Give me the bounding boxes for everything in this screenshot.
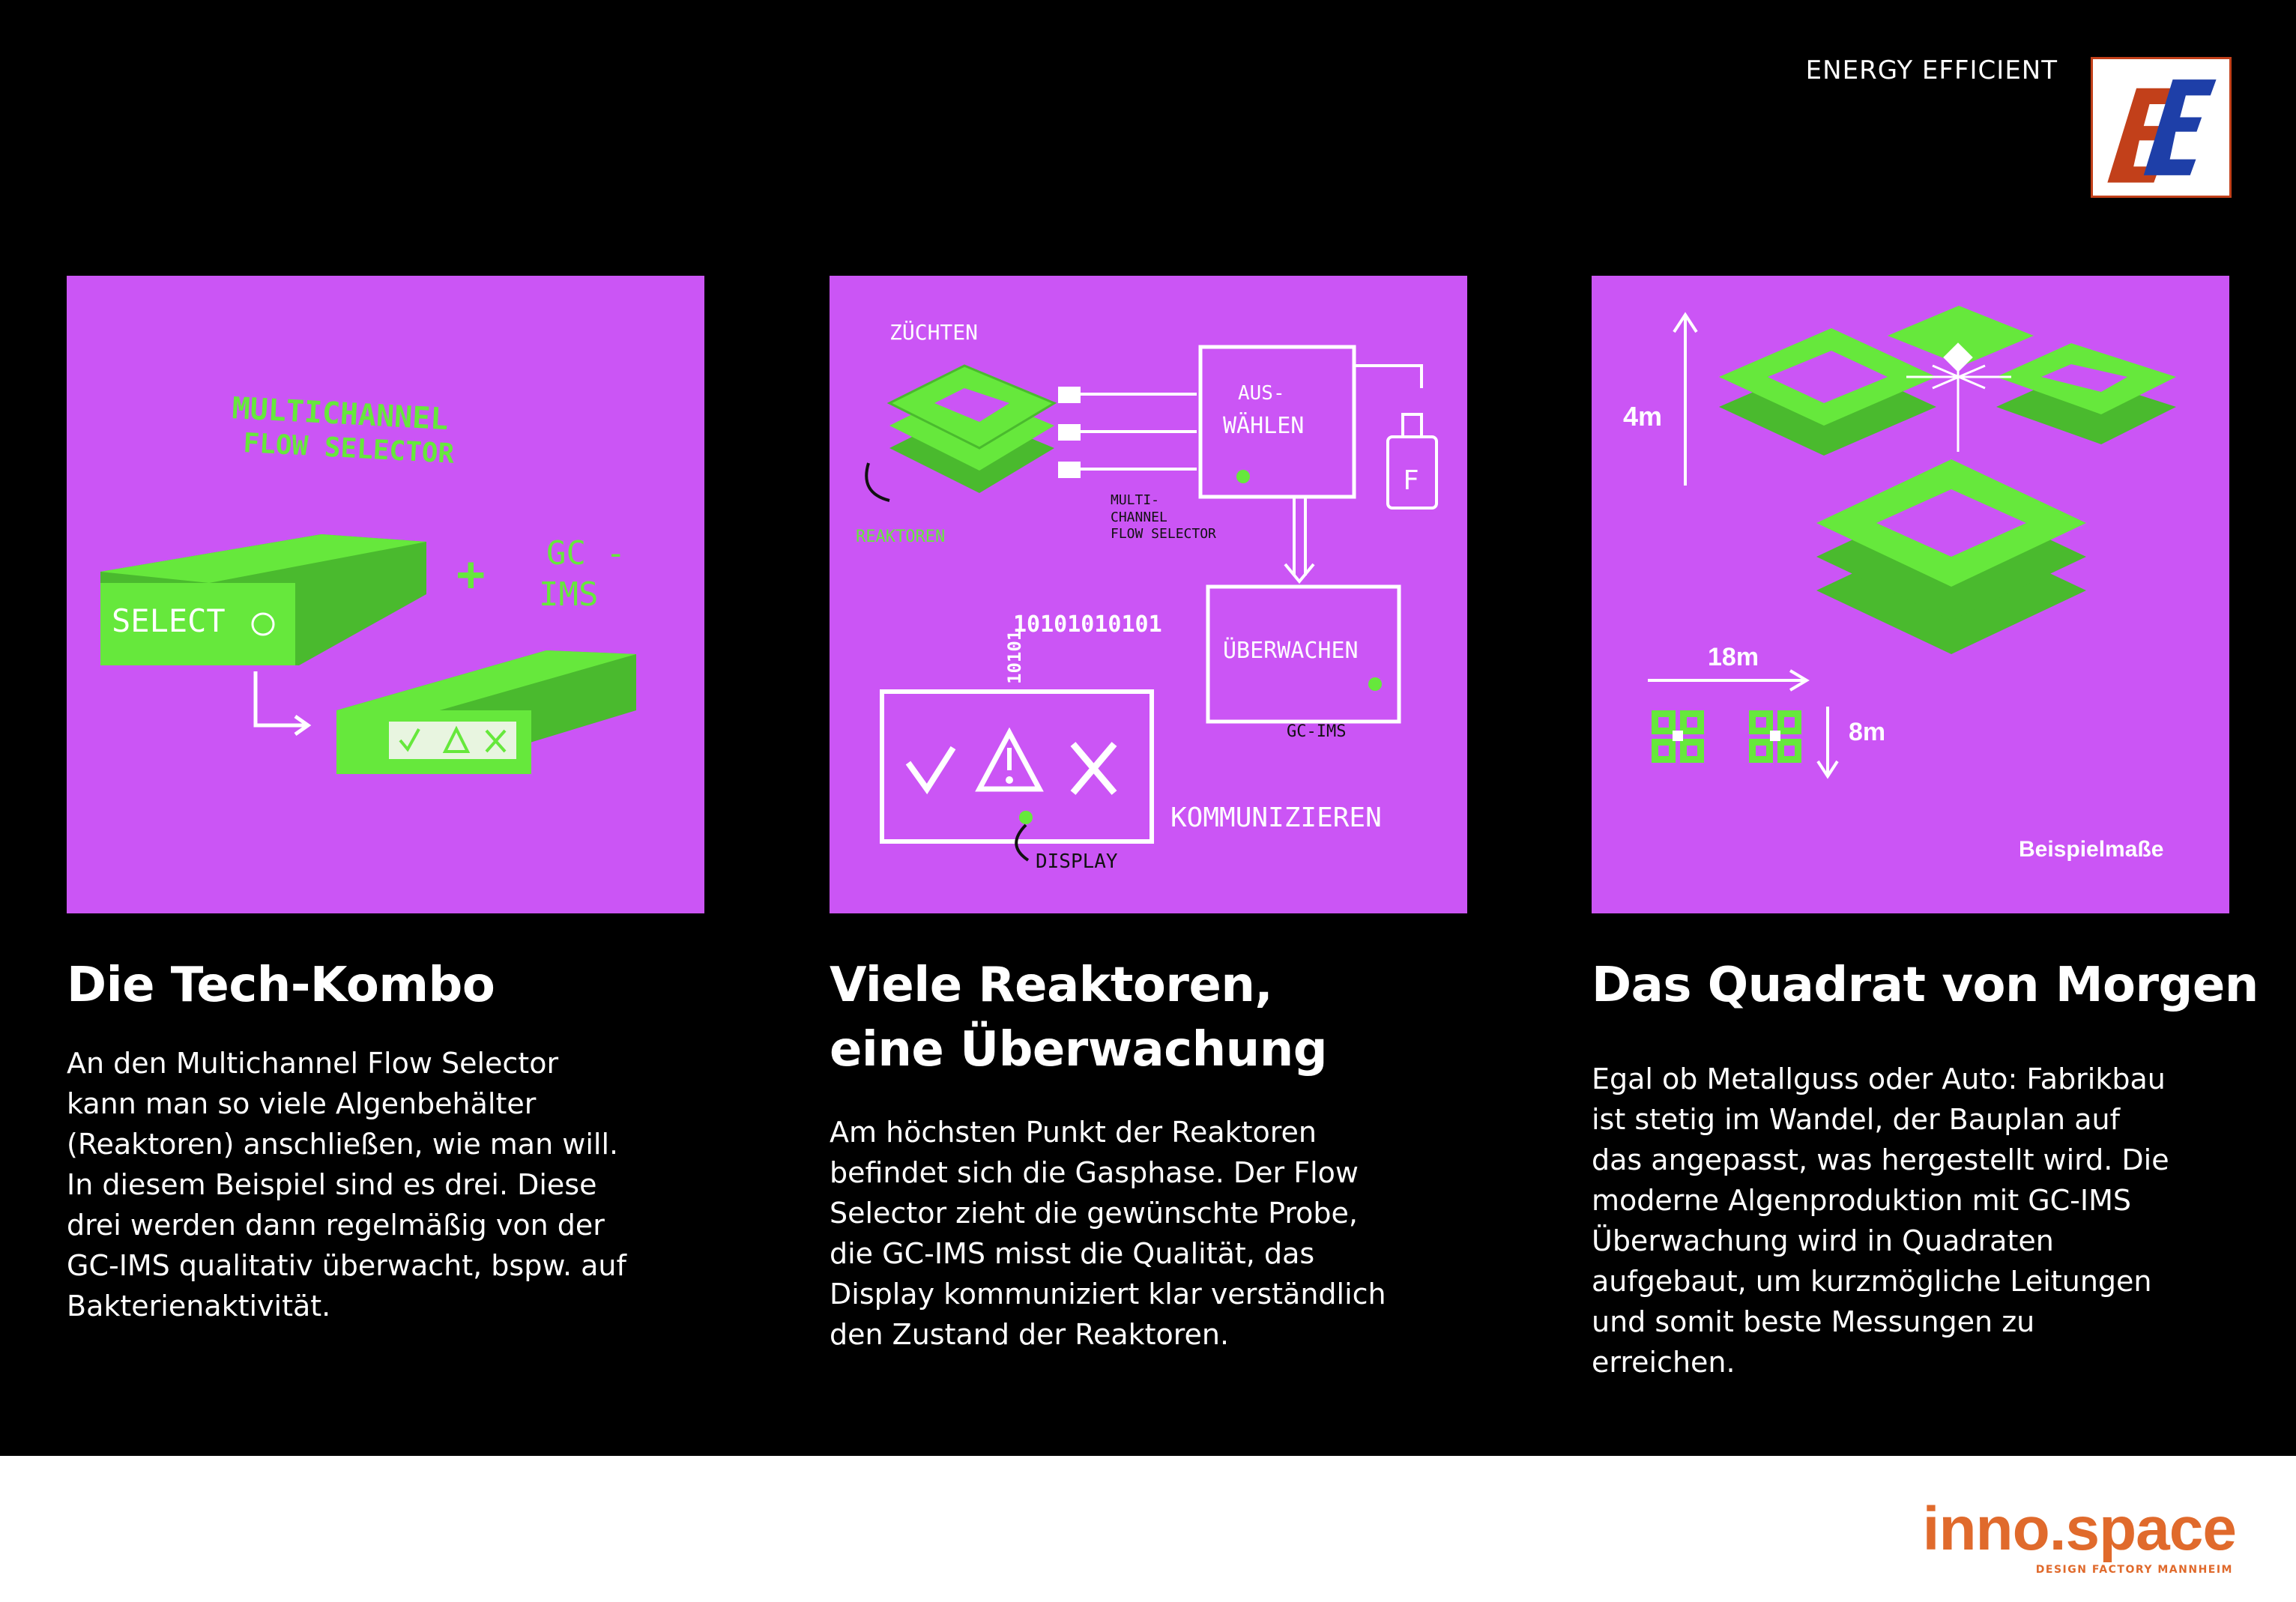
brand-label: ENERGY EFFICIENT bbox=[1805, 55, 2058, 85]
width-label: 18m bbox=[1708, 643, 1759, 671]
text-tech-kombo: An den Multichannel Flow Selector kann man so viele Algenbehälter (Reaktoren) anschließen, wie man will. In diesem Beispiel sind es drei. Diese drei werden dann regelmäßig von der GC-IMS qualitativ überwacht, bspw. auf Bakterienaktivität. bbox=[67, 1047, 626, 1323]
label-reaktoren: REAKTOREN bbox=[856, 528, 946, 546]
panel-tech-kombo bbox=[67, 276, 704, 913]
cross-icon bbox=[1073, 744, 1114, 793]
label-multichannel: MULTICHANNEL bbox=[231, 391, 450, 438]
svg-text:WÄHLEN: WÄHLEN bbox=[1223, 413, 1305, 439]
gc-label-top: GC - bbox=[546, 534, 626, 572]
title-reaktoren-line1: Viele Reaktoren, bbox=[830, 958, 1273, 1013]
svg-text:GC-IMS: GC-IMS bbox=[1287, 722, 1347, 741]
reactor-arrangement bbox=[1719, 306, 2176, 654]
label-kommunizieren: KOMMUNIZIEREN bbox=[1170, 802, 1382, 833]
label-flow-selector: FLOW SELECTOR bbox=[242, 428, 456, 470]
text-reaktoren: Am höchsten Punkt der Reaktoren befindet sich die Gasphase. Der Flow Selector zieht die gewünschte Probe, die GC-IMS misst die Qualität, das Display kommuniziert klar verständlich den Zustand der Reaktoren. bbox=[830, 1116, 1386, 1351]
svg-text:FLOW SELECTOR: FLOW SELECTOR bbox=[1111, 526, 1216, 542]
reactor-stack bbox=[889, 366, 1054, 493]
title-quadrat: Das Quadrat von Morgen bbox=[1592, 958, 2259, 1013]
text-quadrat: Egal ob Metallguss oder Auto: Fabrikbau ist stetig im Wandel, der Bauplan auf das angepasst, was hergestellt wird. Die moderne Algenproduktion mit GC-IMS Überwachung wird in Quadraten aufgebaut, um kurzmögliche Leitungen und somit beste Messungen zu erreichen. bbox=[1592, 1063, 2169, 1379]
caption-beispielmasse: Beispielmaße bbox=[2019, 837, 2164, 862]
display-box bbox=[882, 692, 1152, 841]
svg-text:AUS-: AUS- bbox=[1238, 382, 1285, 405]
select-text: SELECT bbox=[112, 602, 226, 639]
plus-sign: + bbox=[456, 547, 486, 602]
panel-quadrat bbox=[1592, 276, 2229, 913]
gc-label-bottom: IMS bbox=[539, 575, 599, 614]
svg-text:F: F bbox=[1403, 465, 1419, 496]
panel-reaktoren bbox=[830, 276, 1467, 913]
title-reaktoren bbox=[830, 953, 1327, 1082]
depth-label: 8m bbox=[1849, 718, 1886, 746]
svg-text:MULTI-: MULTI- bbox=[1111, 492, 1160, 508]
svg-text:10101010101: 10101010101 bbox=[1013, 611, 1162, 638]
svg-text:10101: 10101 bbox=[1004, 629, 1025, 684]
title-tech-kombo: Die Tech-Kombo bbox=[67, 958, 495, 1013]
title-reaktoren-line2: eine Überwachung bbox=[830, 1022, 1328, 1077]
energy-efficient-logo bbox=[2091, 57, 2232, 198]
svg-text:CHANNEL: CHANNEL bbox=[1111, 510, 1167, 525]
svg-text:ÜBERWACHEN: ÜBERWACHEN bbox=[1223, 638, 1359, 664]
inno-space-subtitle: DESIGN FACTORY MANNHEIM bbox=[2035, 1564, 2233, 1576]
check-icon bbox=[908, 748, 953, 789]
inno-space-logo: inno.space bbox=[1922, 1495, 2236, 1563]
height-label: 4m bbox=[1623, 401, 1663, 432]
svg-text:DISPLAY: DISPLAY bbox=[1036, 850, 1118, 873]
label-zuechten: ZÜCHTEN bbox=[889, 320, 979, 345]
